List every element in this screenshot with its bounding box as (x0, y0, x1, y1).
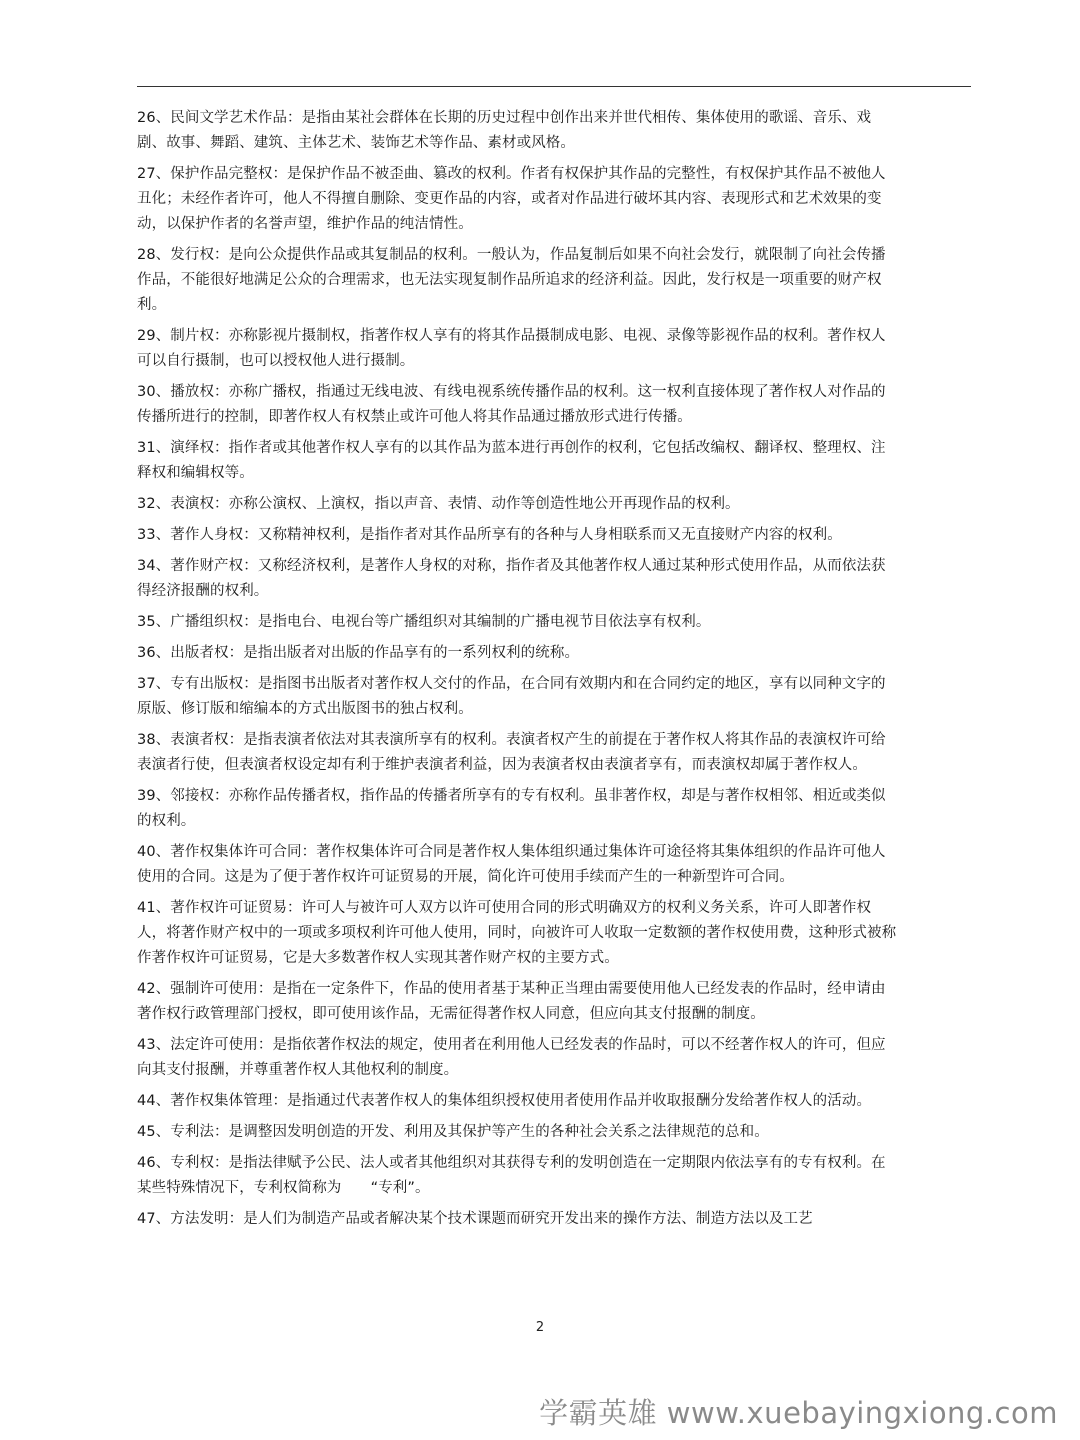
page-number: 2 (535, 1320, 545, 1335)
definition-entry: 42、强制许可使用：是指在一定条件下，作品的使用者基于某种正当理由需要使用他人已经发表的作品时，经申请由著作权行政管理部门授权，即可使用该作品，无需征得著作权人同意，但应向其支付报酬的制度。 (137, 981, 886, 1022)
definition-entry: 26、民间文学艺术作品：是指由某社会群体在长期的历史过程中创作出来并世代相传、集体使用的歌谣、音乐、戏剧、故事、舞蹈、建筑、主体艺术、装饰艺术等作品、素材或风格。 (137, 110, 872, 151)
definition-entry: 43、法定许可使用：是指依著作权法的规定，使用者在利用他人已经发表的作品时，可以不经著作权人的许可，但应向其支付报酬，并尊重著作权人其他权利的制度。 (137, 1037, 886, 1078)
definition-entry: 37、专有出版权：是指图书出版者对著作权人交付的作品，在合同有效期内和在合同约定的地区，享有以同种文字的原版、修订版和缩编本的方式出版图书的独占权利。 (137, 676, 886, 717)
header-rule (137, 86, 971, 87)
definition-list (137, 106, 897, 1238)
definition-entry: 30、播放权：亦称广播权，指通过无线电波、有线电视系统传播作品的权利。这一权利直接体现了著作权人对作品的传播所进行的控制，即著作权人有权禁止或许可他人将其作品通过播放形式进行传播。 (137, 384, 886, 425)
site-watermark: 学霸英雄 www.xuebayingxiong.com (539, 1396, 1058, 1430)
definition-entry: 27、保护作品完整权：是保护作品不被歪曲、篡改的权利。作者有权保护其作品的完整性，有权保护其作品不被他人丑化；未经作者许可，他人不得擅自删除、变更作品的内容，或者对作品进行破坏其内容、表现形式和艺术效果的变动，以保护作者的名誉声望，维护作品的纯洁情性。 (137, 166, 886, 232)
definition-entry: 36、出版者权：是指出版者对出版的作品享有的一系列权利的统称。 (137, 645, 580, 661)
definition-entry: 47、方法发明：是人们为制造产品或者解决某个技术课题而研究开发出来的操作方法、制造方法以及工艺 (137, 1211, 813, 1227)
definition-entry: 38、表演者权：是指表演者依法对其表演所享有的权利。表演者权产生的前提在于著作权人将其作品的表演权许可给表演者行使，但表演者权设定却有利于维护表演者利益，因为表演者权由表演者享有，而表演权却属于著作权人。 (137, 732, 886, 773)
definition-entry: 45、专利法：是调整因发明创造的开发、利用及其保护等产生的各种社会关系之法律规范的总和。 (137, 1124, 769, 1140)
definition-entry: 28、发行权：是向公众提供作品或其复制品的权利。一般认为，作品复制后如果不向社会发行，就限制了向社会传播作品，不能很好地满足公众的合理需求，也无法实现复制作品所追求的经济利益。因此，发行权是一项重要的财产权利。 (137, 247, 886, 313)
definition-entry: 33、著作人身权：又称精神权利，是指作者对其作品所享有的各种与人身相联系而又无直接财产内容的权利。 (137, 527, 842, 543)
definition-entry: 35、广播组织权：是指电台、电视台等广播组织对其编制的广播电视节目依法享有权利。 (137, 614, 711, 630)
definition-entry: 41、著作权许可证贸易：许可人与被许可人双方以许可使用合同的形式明确双方的权利义务关系，许可人即著作权人，将著作财产权中的一项或多项权利许可他人使用，同时，向被许可人收取一定数额的著作权使用费，这种形式被称作著作权许可证贸易，它是大多数著作权人实现其著作财产权的主要方式。 (137, 900, 897, 966)
definition-entry: 39、邻接权：亦称作品传播者权，指作品的传播者所享有的专有权利。虽非著作权，却是与著作权相邻、相近或类似的权利。 (137, 788, 886, 829)
definition-entry: 40、著作权集体许可合同：著作权集体许可合同是著作权人集体组织通过集体许可途径将其集体组织的作品许可他人使用的合同。这是为了便于著作权许可证贸易的开展，简化许可使用手续而产生的一种新型许可合同。 (137, 844, 886, 885)
definition-entry: 31、演绎权：指作者或其他著作权人享有的以其作品为蓝本进行再创作的权利，它包括改编权、翻译权、整理权、注释权和编辑权等。 (137, 440, 886, 481)
definition-entry: 46、专利权：是指法律赋予公民、法人或者其他组织对其获得专利的发明创造在一定期限内依法享有的专有权利。在某些特殊情况下，专利权简称为 “专利”。 (137, 1155, 886, 1196)
definition-entry: 34、著作财产权：又称经济权利，是著作人身权的对称，指作者及其他著作权人通过某种形式使用作品，从而依法获得经济报酬的权利。 (137, 558, 886, 599)
definition-entry: 44、著作权集体管理：是指通过代表著作权人的集体组织授权使用者使用作品并收取报酬分发给著作权人的活动。 (137, 1093, 872, 1109)
definition-entry: 32、表演权：亦称公演权、上演权，指以声音、表情、动作等创造性地公开再现作品的权利。 (137, 496, 740, 512)
definition-entry: 29、制片权：亦称影视片摄制权，指著作权人享有的将其作品摄制成电影、电视、录像等影视作品的权利。著作权人可以自行摄制，也可以授权他人进行摄制。 (137, 328, 886, 369)
